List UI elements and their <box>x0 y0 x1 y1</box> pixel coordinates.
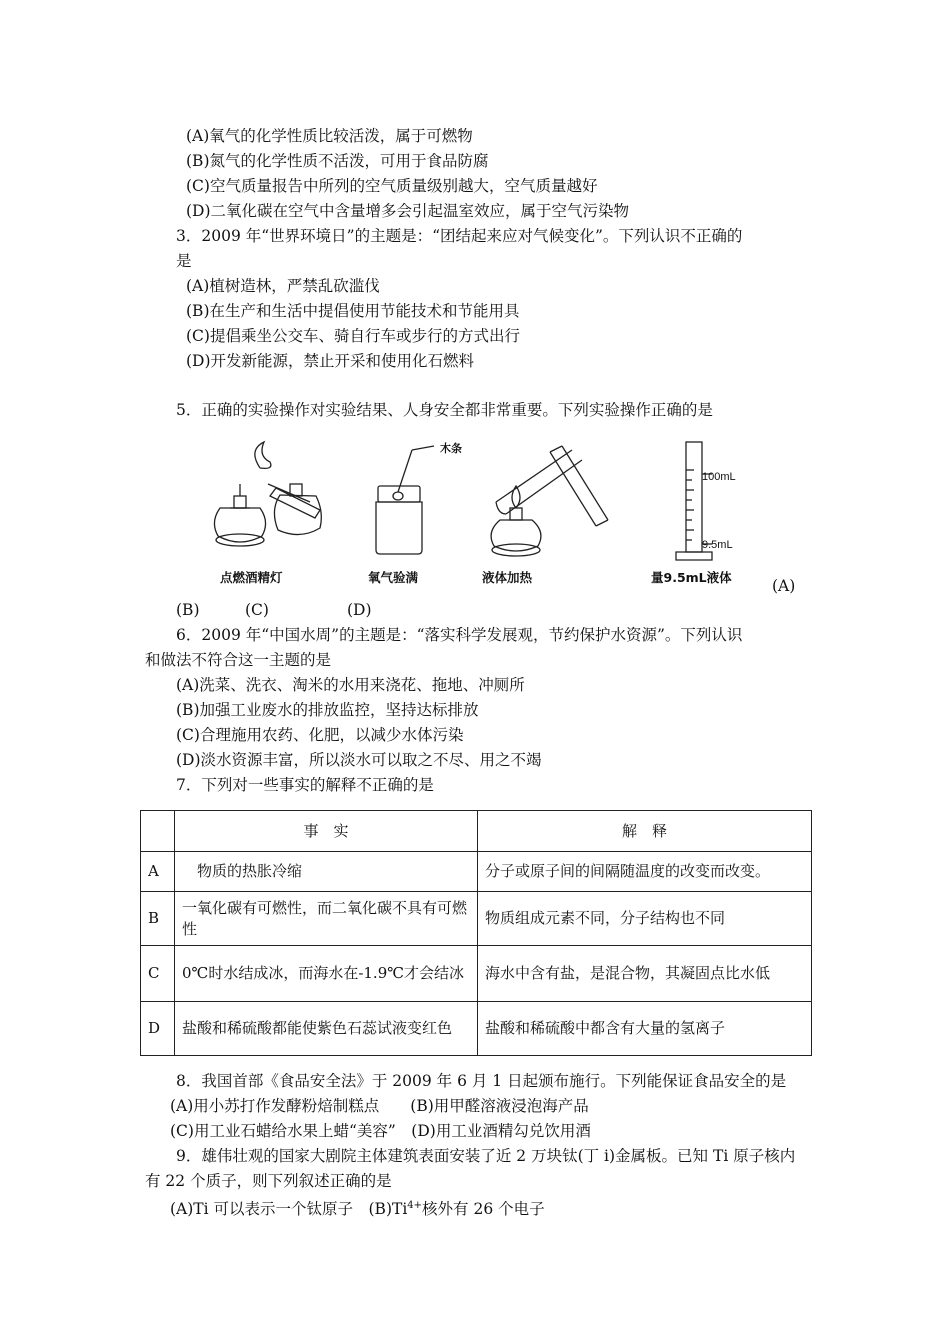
alcohol-lamp-illustration <box>214 442 321 546</box>
q3-option-b: (B)在生产和生活中提倡使用节能技术和节能用具 <box>186 302 520 320</box>
row-label: D <box>141 1002 175 1056</box>
table-row <box>141 946 812 1002</box>
row-fact: 物质的热胀冷缩 <box>175 852 478 892</box>
row-explanation: 物质组成元素不同，分子结构也不同 <box>478 892 812 946</box>
caption-oxygen-test: 氧气验满 <box>368 570 419 585</box>
q6-option-b: (B)加强工业废水的排放监控，坚持达标排放 <box>176 701 479 719</box>
q5-option-b: (B) <box>176 601 200 619</box>
q3-stem-cont: 是 <box>176 252 192 270</box>
q3-stem: 3．2009 年“世界环境日”的主题是：“团结起来应对气候变化”。下列认识不正确的 <box>176 227 743 245</box>
q9-stem: 9．雄伟壮观的国家大剧院主体建筑表面安装了近 2 万块钛(丁 i)金属板。已知 Ti 原子核内 <box>176 1147 796 1165</box>
row-label: A <box>141 852 175 892</box>
q2-option-d: (D)二氧化碳在空气中含量增多会引起温室效应，属于空气污染物 <box>186 202 630 220</box>
q9-option-a: (A)Ti 可以表示一个钛原子 (B)Ti <box>170 1200 408 1219</box>
liquid-heating-illustration <box>491 446 608 556</box>
q8-options-ab: (A)用小苏打作发酵粉焙制糕点 (B)用甲醛溶液浸泡海产品 <box>170 1097 589 1115</box>
table-row <box>141 1002 812 1056</box>
q6-stem: 6．2009 年“中国水周”的主题是：“落实科学发展观，节约保护水资源”。下列认识 <box>176 626 743 644</box>
q6-option-c: (C)合理施用农药、化肥，以减少水体污染 <box>176 726 464 744</box>
q2-option-b: (B)氮气的化学性质不活泼，可用于食品防腐 <box>186 152 489 170</box>
q3-option-c: (C)提倡乘坐公交车、骑自行车或步行的方式出行 <box>186 327 520 345</box>
q6-option-d: (D)淡水资源丰富，所以淡水可以取之不尽、用之不竭 <box>176 751 542 769</box>
q7-stem: 7．下列对一些事实的解释不正确的是 <box>176 776 434 794</box>
q8-options-cd: (C)用工业石蜡给水果上蜡“美容” (D)用工业酒精勾兑饮用酒 <box>170 1122 591 1140</box>
header-explanation: 解 释 <box>478 811 812 852</box>
caption-light-lamp: 点燃酒精灯 <box>220 570 283 585</box>
q5-stem: 5．正确的实验操作对实验结果、人身安全都非常重要。下列实验操作正确的是 <box>176 401 713 419</box>
row-label: B <box>141 892 175 946</box>
row-explanation: 盐酸和稀硫酸中都含有大量的氢离子 <box>478 1002 812 1056</box>
row-fact: 盐酸和稀硫酸都能使紫色石蕊试液变红色 <box>175 1002 478 1056</box>
q2-option-c: (C)空气质量报告中所列的空气质量级别越大，空气质量越好 <box>186 177 598 195</box>
header-empty-cell <box>141 811 175 852</box>
table-row <box>141 852 812 892</box>
q2-option-a: (A)氧气的化学性质比较活泼，属于可燃物 <box>186 127 473 145</box>
q3-option-a: (A)植树造林，严禁乱砍滥伐 <box>186 277 380 295</box>
caption-measure-liquid: 量9.5mL液体 <box>651 570 732 585</box>
q8-stem: 8．我国首部《食品安全法》于 2009 年 6 月 1 日起颁布施行。下列能保证食品安全的是 <box>176 1072 787 1090</box>
row-fact: 0℃时水结成冰，而海水在-1.9℃才会结冰 <box>175 946 478 1002</box>
table-header-row <box>141 811 812 852</box>
q5-option-a: (A) <box>772 577 796 595</box>
q6-option-a: (A)洗菜、洗衣、淘米的水用来浇花、拖地、冲厕所 <box>176 676 525 694</box>
label-wood-splint: 木条 <box>440 443 462 455</box>
row-explanation: 分子或原子间的间隔随温度的改变而改变。 <box>478 852 812 892</box>
row-explanation: 海水中含有盐，是混合物，其凝固点比水低 <box>478 946 812 1002</box>
q5-option-d: (D) <box>347 601 372 619</box>
q5-option-c: (C) <box>245 601 269 619</box>
header-fact: 事 实 <box>175 811 478 852</box>
caption-heat-liquid: 液体加热 <box>482 570 533 585</box>
q9-stem-cont: 有 22 个质子，则下列叙述正确的是 <box>145 1172 392 1190</box>
q7-facts-table <box>140 810 812 1056</box>
q9-options-ab <box>170 1196 545 1219</box>
q9-option-b: 核外有 26 个电子 <box>422 1200 545 1219</box>
gas-jar-illustration <box>376 446 434 554</box>
q3-option-d: (D)开发新能源，禁止开采和使用化石燃料 <box>186 352 475 370</box>
table-row <box>141 892 812 946</box>
ion-charge: 4+ <box>407 1200 423 1211</box>
row-label: C <box>141 946 175 1002</box>
label-100ml: 100mL <box>702 471 736 483</box>
q6-stem-cont: 和做法不符合这一主题的是 <box>145 651 332 669</box>
row-fact: 一氧化碳有可燃性，而二氧化碳不具有可燃性 <box>175 892 478 946</box>
label-9-5ml: 9.5mL <box>702 539 733 551</box>
